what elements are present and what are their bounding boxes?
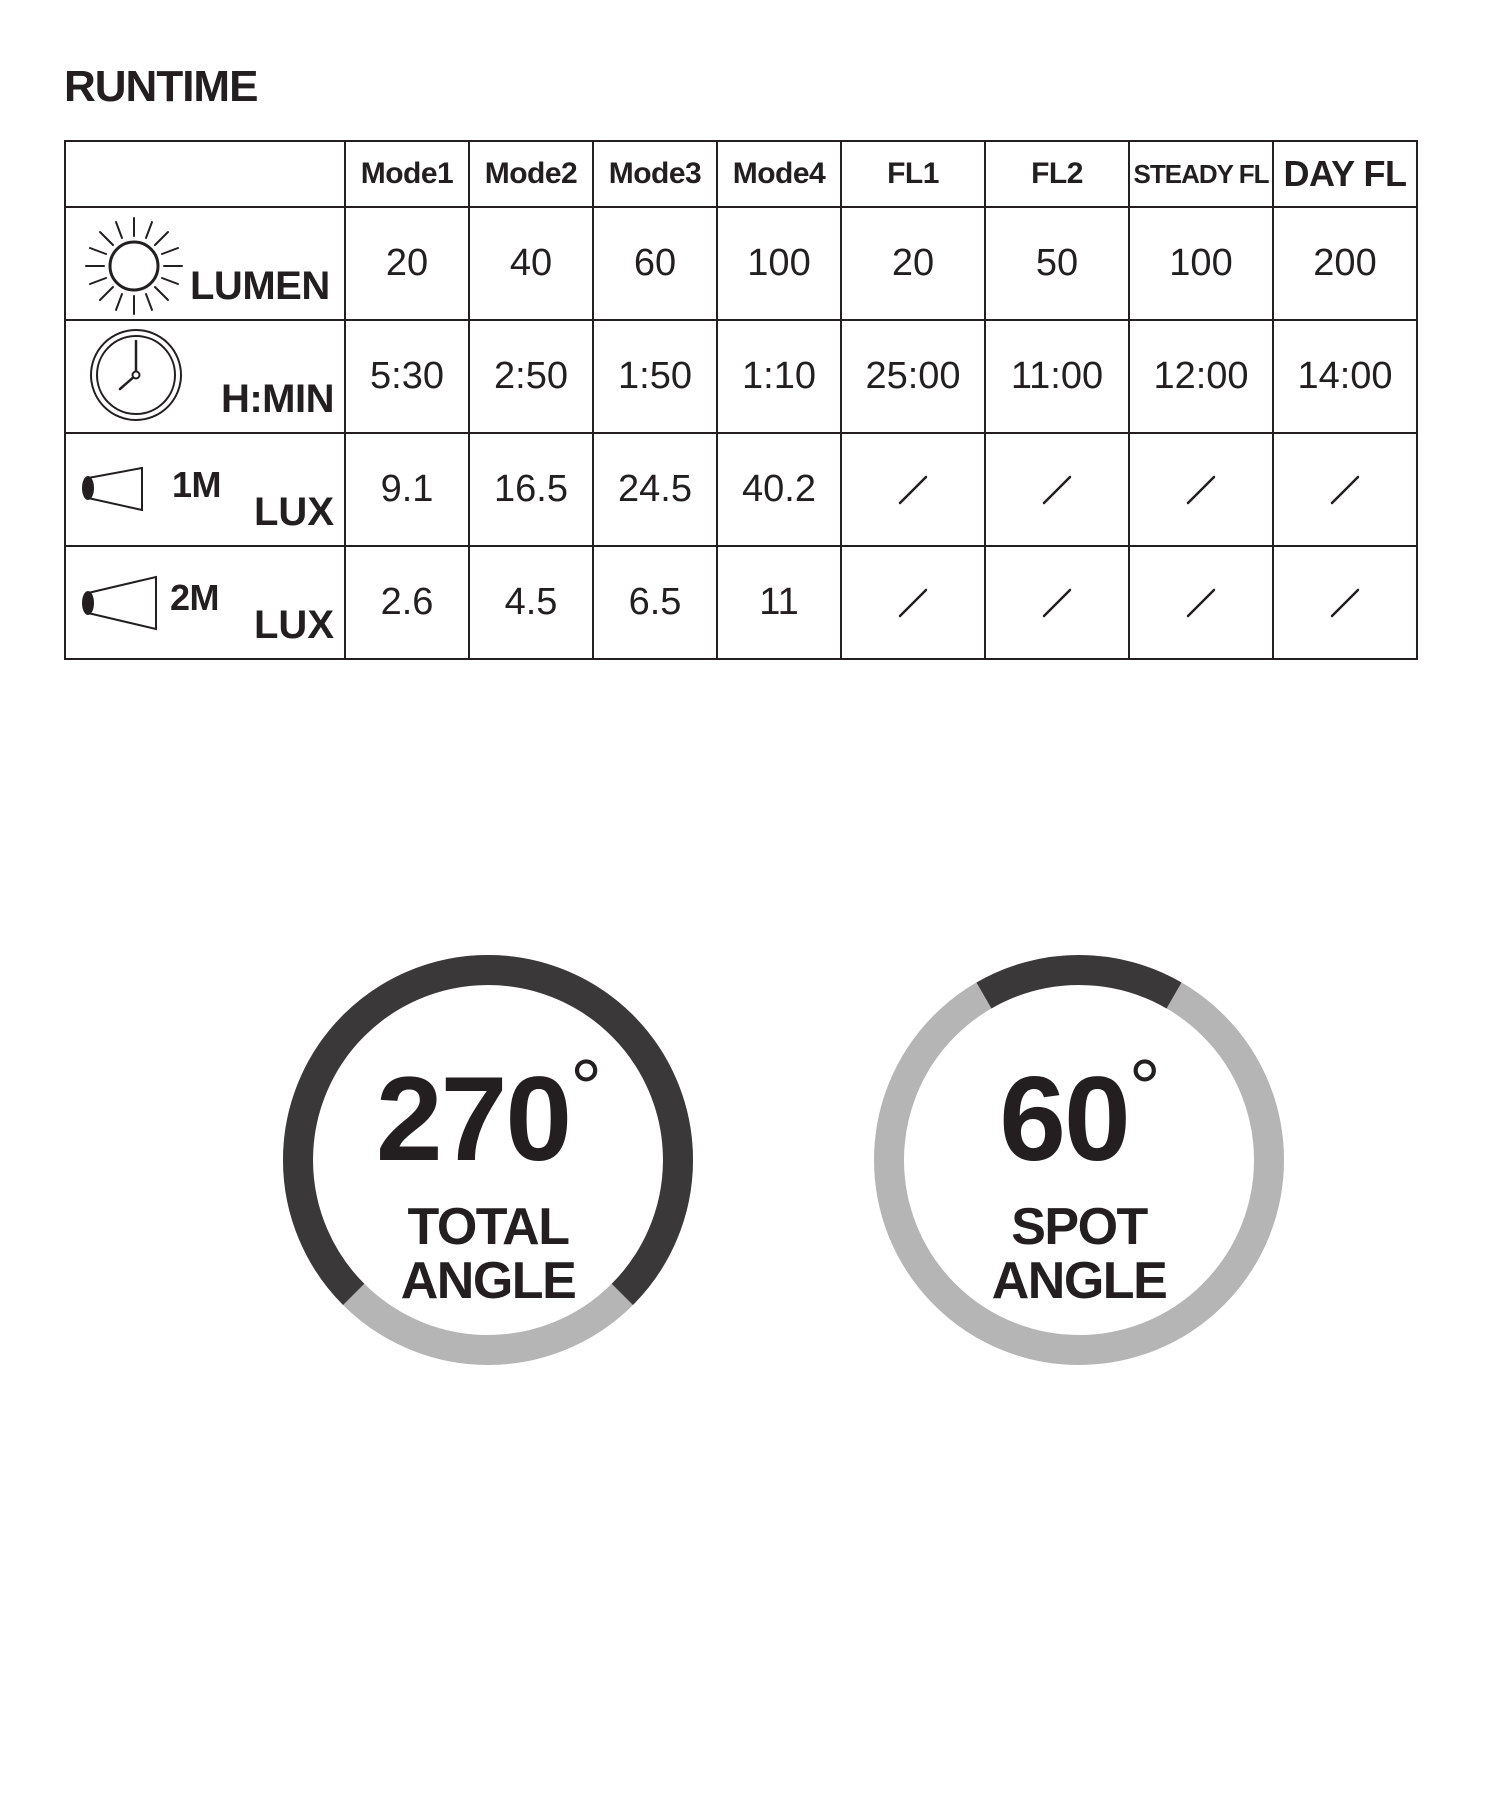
column-header: FL1 (841, 141, 985, 207)
clock-icon (88, 327, 184, 433)
table-cell: 1:50 (593, 320, 717, 433)
table-cell (841, 433, 985, 546)
gauge-value (869, 1043, 1289, 1188)
table-cell: 2.6 (345, 546, 469, 659)
slash-mark (1328, 586, 1362, 620)
table-row (65, 433, 1417, 546)
table-header-row (65, 141, 1417, 207)
slash-mark (896, 473, 930, 507)
table-cell: 1:10 (717, 320, 841, 433)
slash-mark (1328, 473, 1362, 507)
slash-mark (1184, 473, 1218, 507)
degree-symbol: ° (1128, 1043, 1159, 1132)
page-title: RUNTIME (64, 62, 258, 111)
column-header: Mode1 (345, 141, 469, 207)
table-cell: 20 (345, 207, 469, 320)
gauge-label-line2: ANGLE (400, 1252, 576, 1310)
slash-mark (896, 586, 930, 620)
gauge-label-line1: SPOT (1011, 1198, 1147, 1256)
gauge-label (869, 1200, 1289, 1308)
table-cell (1273, 546, 1417, 659)
gauge-label-line1: TOTAL (407, 1198, 569, 1256)
slash-mark (1184, 586, 1218, 620)
flashlight-beam-icon (80, 464, 150, 524)
table-cell: 12:00 (1129, 320, 1273, 433)
column-header: Mode3 (593, 141, 717, 207)
column-header: Mode2 (469, 141, 593, 207)
row-label: 1M (172, 464, 222, 505)
table-row (65, 320, 1417, 433)
row-label: H:MIN (220, 377, 334, 421)
table-cell: 16.5 (469, 433, 593, 546)
table-cell: 6.5 (593, 546, 717, 659)
table-cell: 11:00 (985, 320, 1129, 433)
table-cell: 4.5 (469, 546, 593, 659)
table-cell: 40 (469, 207, 593, 320)
table-cell (985, 433, 1129, 546)
sun-icon (82, 214, 186, 328)
table-row (65, 207, 1417, 320)
column-header: STEADY FL (1129, 141, 1273, 207)
table-cell: 100 (717, 207, 841, 320)
table-cell (1129, 546, 1273, 659)
gauge-number: 270 (375, 1052, 571, 1186)
degree-symbol: ° (570, 1043, 601, 1132)
row-sublabel: LUX (254, 490, 334, 534)
table-cell: 11 (717, 546, 841, 659)
table-cell (985, 546, 1129, 659)
table-cell: 14:00 (1273, 320, 1417, 433)
runtime-table (64, 140, 1418, 660)
table-cell: 20 (841, 207, 985, 320)
table-cell: 25:00 (841, 320, 985, 433)
table-cell: 9.1 (345, 433, 469, 546)
column-header: DAY FL (1273, 141, 1417, 207)
row-header-lumen (65, 207, 345, 320)
gauge-number: 60 (999, 1052, 1129, 1186)
table-cell: 200 (1273, 207, 1417, 320)
table-cell (841, 546, 985, 659)
flashlight-beam-icon (80, 573, 164, 643)
gauge-arc (984, 970, 1174, 995)
table-cell: 5:30 (345, 320, 469, 433)
spot-angle-gauge (869, 950, 1289, 1370)
slash-mark (1040, 473, 1074, 507)
column-header: Mode4 (717, 141, 841, 207)
gauge-label-line2: ANGLE (991, 1252, 1167, 1310)
row-label: 2M (170, 577, 220, 618)
table-cell (1129, 433, 1273, 546)
slash-mark (1040, 586, 1074, 620)
table-cell: 2:50 (469, 320, 593, 433)
table-cell: 40.2 (717, 433, 841, 546)
table-cell: 50 (985, 207, 1129, 320)
table-row (65, 546, 1417, 659)
row-sublabel: LUX (254, 603, 334, 647)
column-header: FL2 (985, 141, 1129, 207)
table-cell: 24.5 (593, 433, 717, 546)
corner-cell (65, 141, 345, 207)
table-cell: 100 (1129, 207, 1273, 320)
row-header-1m-lux (65, 433, 345, 546)
table-cell: 60 (593, 207, 717, 320)
row-header-hmin (65, 320, 345, 433)
total-angle-gauge (278, 950, 698, 1370)
row-label: LUMEN (190, 264, 330, 308)
gauge-value (278, 1043, 698, 1188)
row-header-2m-lux (65, 546, 345, 659)
table-cell (1273, 433, 1417, 546)
gauge-label (278, 1200, 698, 1308)
